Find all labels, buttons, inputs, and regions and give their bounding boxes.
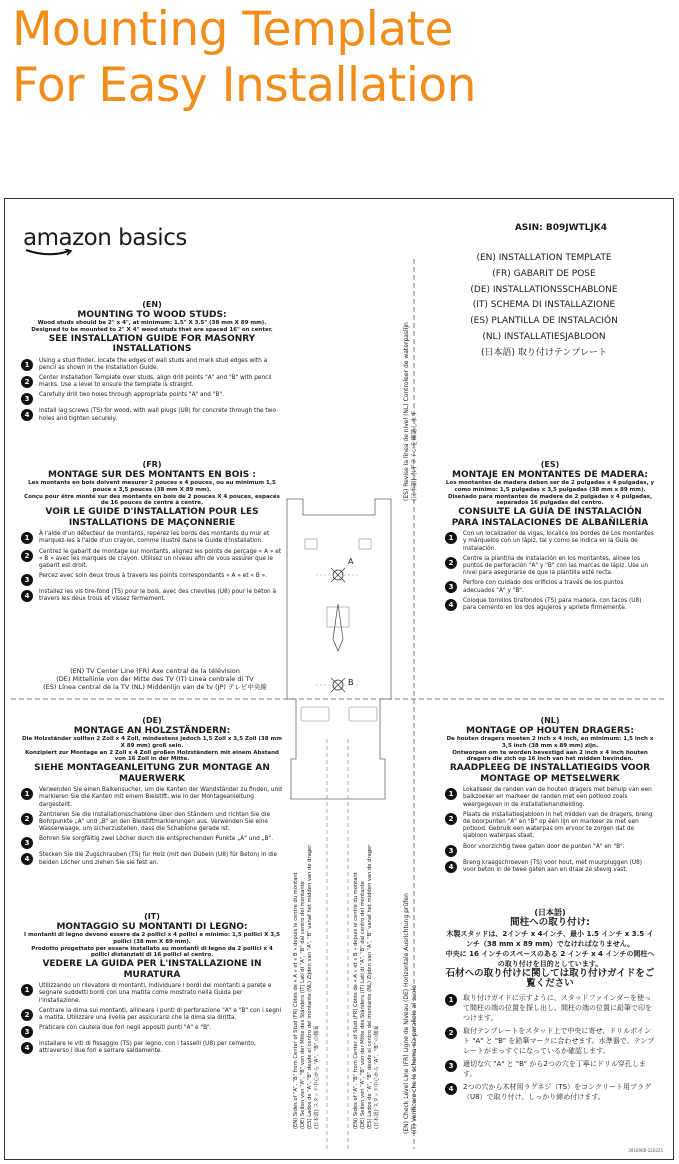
section-en-lang: (EN)	[142, 300, 162, 309]
step-number-1: 1	[21, 984, 33, 996]
section-de-heading: MONTAGE AN HOLZSTÄNDERN:	[73, 726, 231, 736]
section-it-step	[21, 1041, 283, 1055]
section-jp	[445, 907, 655, 1102]
asin-label: ASIN: B09JWTLJK4	[514, 223, 607, 233]
drill-point-b-label: B	[348, 678, 354, 687]
section-fr-step	[21, 549, 283, 571]
step-text: Breng kraagschroeven (TS) voor hout, met muurpluggen (U8) voor beton in de twee gaten aan en draai ze stevig vast.	[463, 859, 643, 873]
step-text: Installez les vis tire-fond (TS) pour le bois, avec des chevilles (U8) pour le béton à travers les deux trous et vissez fermement.	[39, 589, 277, 603]
section-nl-step	[445, 860, 655, 874]
step-number-3: 3	[445, 845, 457, 857]
section-it-step	[21, 1025, 283, 1038]
level-line-text-upper-1: (ES) Revise la línea de nivel (NL) Controleer de waterpaslijn	[403, 322, 410, 501]
section-jp-step	[445, 1026, 655, 1056]
tv-center-line-label-2: (DE) Mittellinie von der Mitte des TV (IT) Linea centrale di TV	[56, 675, 254, 683]
step-number-2: 2	[21, 550, 33, 562]
step-text: Utilizzando un rilevatore di montanti, individuare i bordi dei montanti a parete e segnare suddetti bordi con una matita come mostrato nella Guida per l'installazione.	[39, 983, 272, 1004]
level-line-text-lower	[403, 893, 418, 1134]
section-es-heading: MONTAJE EN MONTANTES DE MADERA:	[452, 470, 648, 480]
step-text: Con un localizador de vigas, localice los bordes de Los montantes y márquelos con un lápiz, tal y como se indica en la Guía de instalación.	[463, 531, 654, 552]
section-jp-p1: 木製スタッドは、2インチ x 4インチ、最小 1.5 インチ x 3.5 インチ（38 mm x 89 mm）でなければなりません。	[446, 929, 654, 948]
stud-line-text-right-2: (DE) Seiten von "A", "B" von der Mitte des Ständers (IT) Lati di "A", "B" dal centro del montante	[360, 881, 366, 1129]
section-en-guide: SEE INSTALLATION GUIDE FOR MASONRY INSTALLATIONS	[48, 333, 256, 355]
section-nl-step	[445, 787, 655, 809]
step-text: Centrare la dima sui montanti, allineare i punti di perforazione "A" e "B" con i segni a matita. Utilizzare una livella per assicurarsi che la dima sia diritta.	[39, 1007, 282, 1021]
step-number-2: 2	[21, 1009, 33, 1021]
step-text: Verwenden Sie einen Balkensucher, um die Kanten der Wandständer zu finden, und markieren Sie die Kanten mit einem Bleistift, wie in der Montageanleitung dargestellt.	[39, 787, 282, 808]
title-jp: (日本語) 取り付けテンプレート	[480, 347, 608, 358]
section-de	[21, 715, 283, 867]
section-it-lang: (IT)	[144, 912, 160, 921]
step-number-2: 2	[21, 376, 33, 388]
step-number-1: 1	[445, 788, 457, 800]
step-number-4: 4	[445, 599, 457, 611]
step-number-4: 4	[21, 409, 33, 421]
section-en	[21, 299, 283, 423]
section-es-step	[445, 580, 655, 594]
section-en-step	[21, 375, 283, 389]
title-it: (IT) SCHEMA DI INSTALLAZIONE	[472, 300, 616, 311]
section-en-step	[21, 392, 283, 405]
stud-line-text-right-1: (EN) Sides of "A", "B" from Center of Stud (FR) Côtés de « A » et « B » depuis le centre du montant	[353, 872, 359, 1129]
section-fr	[21, 459, 283, 604]
step-number-4: 4	[21, 853, 33, 865]
step-text: Using a stud finder, locate the edges of wall studs and mark stud edges with a pencil as shown in the Installation Guide.	[39, 357, 268, 371]
amazon-basics-logo	[23, 225, 187, 257]
section-it-p1: I montanti di legno devono essere da 2 pollici x 4 pollici e minimo: 1,5 pollici X 3,5 pollici (38 mm X 89 mm).	[23, 932, 281, 945]
section-jp-p2: 中央に 16 インチのスペースのある 2 インチ x 4 インチの間柱への取り付けを目的としています。	[445, 949, 655, 968]
section-de-step	[21, 852, 283, 866]
section-es-step	[445, 531, 655, 553]
section-de-step	[21, 787, 283, 809]
step-text: Zentrieren Sie die Installationsschablone über den Ständern und richten Sie die Bohrpunkte „A" und „B" an den Bleistiftmarkierungen aus. Verwenden Sie eine Wasserwaage, um sicherzustellen, dass die Schablone gerade ist.	[39, 811, 271, 833]
step-text: Lokaliseer de randen van de houten dragers met behulp van een balkzoeker en markeer de randen met een potlood zoals weergegeven in de installatiehandleiding.	[463, 787, 652, 808]
tv-center-line-labels	[35, 667, 275, 691]
step-text: Plaats de installatiesjabloon in het midden van de dragers, breng de boorpunten "A" en "B" op één lijn en markeer ze met een potlood. Gebruik een waterpas om ervoor te zorgen dat de sjabloon waterpas staat.	[463, 811, 653, 840]
step-text: 適切な穴 "A" と "B" から2つの穴を丁寧にドリル穿孔します。	[463, 1059, 646, 1078]
hero-title-line-2: For Easy Installation	[12, 58, 476, 113]
step-number-4: 4	[21, 1042, 33, 1054]
title-nl: (NL) INSTALLATIESJABLOON	[482, 331, 606, 342]
stud-line-text-left-1: (EN) Sides of "A", "B" from Center of Stud (FR) Côtés de « A » et « B » depuis le centre du montant	[293, 872, 299, 1129]
title-de: (DE) INSTALLATIONSSCHABLONE	[470, 284, 618, 295]
step-number-2: 2	[445, 557, 457, 569]
section-it-guide: VEDERE LA GUIDA PER L'INSTALLAZIONE IN MURATURA	[42, 959, 262, 980]
section-de-guide: SIEHE MONTAGEANLEITUNG ZUR MONTAGE AN MAUERWERK	[34, 763, 270, 784]
section-it-p2: Prodotto progettato per essere installato su montanti di legno da 2 pollici x 4 pollici distanziati di 16 pollici al centro.	[31, 945, 273, 959]
step-text: Installare le viti di fissaggio (TS) per legno, con i tasselli (U8) per cemento, attraverso i due fori e serrare saldamente.	[39, 1041, 256, 1055]
step-text: Perfore con cuidado dos orificios a través de los puntos adecuados "A" y "B".	[463, 580, 624, 594]
section-es-p2: Diseñado para montantes de madera de 2 pulgadas x 4 pulgadas, separados 16 pulgadas del centro.	[447, 493, 653, 507]
step-number-1: 1	[21, 532, 33, 544]
section-es	[445, 459, 655, 612]
section-es-p1: Los montantes de madera deben ser de 2 pulgadas x 4 pulgadas, y como mínimo: 1,5 pulgadas x 3,5 pulgadas (38 mm x 89 mm).	[445, 480, 655, 493]
section-jp-step	[445, 993, 655, 1023]
section-fr-p1: Les montants en bois doivent mesurer 2 pouces x 4 pouces, ou au minimum 1,5 pouce x 3,5 pouces (38 mm X 89 mm).	[28, 480, 276, 493]
section-en-step	[21, 358, 283, 372]
step-text: Centrez le gabarit de montage sur montants, alignez les points de perçage « A » et « B » avec les marques de crayon. Utilisez un niveau afin de vous assurer que le gabarit est droit.	[39, 548, 282, 569]
hero-title-line-1: Mounting Template	[12, 2, 453, 57]
step-text: Stecken Sie die Zugschrauben (TS) für Holz (mit den Dübeln (U8) für Beton) in die beiden Löcher und ziehen Sie sie fest an.	[39, 852, 278, 866]
level-line-text-upper	[403, 322, 418, 501]
section-de-p2: Konzipiert zur Montage an 2 Zoll x 4 Zoll großen Holzständern mit einem Abstand von 16 Zoll in der Mitte.	[25, 749, 279, 763]
section-jp-step	[445, 1082, 655, 1102]
section-fr-step	[21, 589, 283, 603]
section-fr-guide: VOIR LE GUIDE D'INSTALLATION POUR LES INSTALLATIONS DE MAÇONNERIE	[45, 507, 259, 528]
section-de-p1: Die Holzständer sollten 2 Zoll x 4 Zoll, mindestens jedoch 1,5 Zoll x 3,5 Zoll (38 mm X 89 mm) groß sein.	[22, 736, 282, 749]
stud-line-text-left-2: (DE) Seiten von "A", "B" von der Mitte des Ständers (IT) Lati di "A", "B" dal centro del montante	[300, 881, 306, 1129]
stud-line-text-left-3: (ES) Lados de "A", "B" desde el centro del montante (NL) Zijden van "A", "B" vanaf het midden van de drager	[307, 844, 313, 1129]
step-number-3: 3	[21, 837, 33, 849]
step-number-1: 1	[21, 359, 33, 371]
section-jp-guide: 石材への取り付けに関しては取り付けガイドをご覧ください	[445, 967, 655, 989]
section-it-step	[21, 1008, 283, 1022]
template-sheet	[4, 198, 674, 1160]
level-line-text-lower-1: (EN) Check Level Line (FR) Ligne de Niveau (DE) Horizontale Ausrichtung prüfen	[403, 893, 410, 1134]
title-es: (ES) PLANTILLA DE INSTALACIÓN	[470, 316, 618, 327]
step-number-2: 2	[21, 813, 33, 825]
section-fr-lang: (FR)	[142, 460, 162, 469]
step-number-3: 3	[21, 393, 33, 405]
drill-point-a-mark	[333, 570, 343, 580]
step-number-4: 4	[445, 861, 457, 873]
section-nl-step	[445, 812, 655, 841]
step-text: Install lag screws (TS) for wood, with wall plugs (U8) for concrete through the two holes and tighten securely.	[39, 408, 276, 422]
level-arrow-icon	[333, 604, 343, 651]
title-en: (EN) INSTALLATION TEMPLATE	[476, 253, 612, 263]
section-nl-p2: Ontworpen om te worden bevestigd aan 2 inch x 4 inch houten dragers die zich op 16 inch van het midden bevinden.	[452, 749, 648, 763]
section-en-p1: Wood studs should be 2" x 4", at minimum: 1.5" X 3.5" (38 mm X 89 mm).	[37, 320, 267, 326]
drill-point-b-mark	[333, 680, 343, 690]
step-text: À l'aide d'un détecteur de montants, repérez les bords des montants du mur et marquez-les à l'aide d'un crayon, comme illustré dans le Guide d'installation.	[39, 531, 270, 545]
step-number-3: 3	[445, 581, 457, 593]
section-en-heading: MOUNTING TO WOOD STUDS:	[77, 310, 227, 320]
tv-center-line-label-3: (ES) Línea central de la TV (NL) Middenlijn van de tv (JP) テレビ中央線	[43, 683, 267, 691]
section-de-lang: (DE)	[142, 716, 162, 725]
section-jp-lang: (日本語)	[534, 908, 566, 917]
stud-line-text-right-3: (ES) Lados de "A", "B" desde el centro del montante (NL) Zijden van "A", "B" vanaf het midden van de drager	[367, 844, 373, 1129]
section-it	[21, 911, 283, 1056]
step-text: Bohren Sie sorgfältig zwei Löcher durch die entsprechenden Punkte „A" und „B".	[39, 836, 273, 843]
step-text: Percez avec soin deux trous à travers les points correspondants « A » et « B ».	[39, 573, 268, 580]
step-number-3: 3	[21, 1026, 33, 1038]
step-text: Praticare con cautela due fori negli appositi punti "A" e "B".	[39, 1025, 212, 1032]
step-text: 2つの穴から木材用ラグネジ（TS）をコンクリート用プラグ（U8）で取り付け、しっかり締め付けます。	[463, 1082, 651, 1101]
stud-line-text-right-4: (日本語) スタッド中心から "A"、"B" の側面	[374, 1025, 380, 1129]
section-nl-heading: MONTAGE OP HOUTEN DRAGERS:	[466, 726, 634, 736]
section-fr-heading: MONTAGE SUR DES MONTANTS EN BOIS :	[47, 470, 257, 480]
section-nl	[445, 715, 655, 874]
hero-title	[12, 2, 672, 114]
level-line-text-upper-2: (日本語) 水平ラインを確認します	[410, 410, 418, 501]
section-jp-heading: 間柱への取り付け:	[510, 917, 590, 928]
step-number-4: 4	[445, 1083, 457, 1095]
section-it-heading: MONTAGGIO SU MONTANTI DI LEGNO:	[56, 922, 248, 932]
level-line-text-lower-2: (IT) Verificare che lo schema sia parallelo al suolo	[410, 985, 418, 1134]
section-es-step	[445, 556, 655, 578]
stud-line-text-left-4: (日本語) スタッド中心から "A"、"B" の側面	[314, 1025, 320, 1129]
step-text: 取り付けガイドに示すように、スタッドファインダーを使って間柱の端の位置を探し出し、間柱の端の位置に鉛筆で印をつけます。	[463, 993, 652, 1022]
step-text: Coloque tornillos tirafondos (TS) para madera, con tacos (U8) para cemento en los dos agujeros y apriete firmemente.	[463, 597, 642, 612]
title-fr: (FR) GABARIT DE POSE	[492, 268, 596, 279]
step-text: Carefully drill two holes through appropriate points "A" and "B".	[39, 392, 224, 399]
section-de-step	[21, 812, 283, 834]
section-fr-step	[21, 573, 283, 586]
section-nl-lang: (NL)	[540, 716, 560, 725]
step-number-2: 2	[445, 1027, 457, 1039]
step-text: Boor voorzichtig twee gaten door de punten "A" en "B".	[463, 843, 625, 850]
section-es-step	[445, 598, 655, 612]
stud-line-text-left	[293, 845, 321, 1129]
section-jp-step	[445, 1059, 655, 1079]
section-nl-step	[445, 844, 655, 857]
section-en-p2: Designed to be mounted to 2" X 4" wood studs that are spaced 16" on center.	[31, 326, 273, 333]
logo-text: amazon basics	[23, 225, 187, 251]
step-number-4: 4	[21, 590, 33, 602]
section-es-lang: (ES)	[540, 460, 560, 469]
step-text: Center Installation Template over studs, align drill points "A" and "B" with pencil marks. Use a level to ensure the template is straight.	[39, 375, 272, 389]
stud-line-text-right	[353, 845, 381, 1129]
section-nl-p1: De houten dragers moeten 2 inch x 4 inch, en minimum: 1,5 inch x 3,5 inch (38 mm x 89 mm) zijn.	[446, 736, 654, 749]
step-number-1: 1	[445, 994, 457, 1006]
step-number-2: 2	[445, 813, 457, 825]
section-it-step	[21, 983, 283, 1005]
step-number-3: 3	[445, 1060, 457, 1072]
section-de-step	[21, 836, 283, 849]
step-number-1: 1	[445, 532, 457, 544]
template-titles	[449, 251, 639, 362]
step-number-3: 3	[21, 574, 33, 586]
section-fr-p2: Conçu pour être monté sur des montants en bois de 2 pouces X 4 pouces, espacés de 16 pouces de centre à centre.	[24, 493, 280, 507]
section-en-step	[21, 408, 283, 422]
step-number-1: 1	[21, 788, 33, 800]
footer-code: 391090B-220225	[628, 1148, 663, 1153]
step-text: Centre la plantilla de instalación en los montantes, alinee los puntos de perforación "A" y "B" con las marcas de lápiz. Use un nivel para asegurarse de que la plantilla esté recta.	[463, 555, 649, 577]
bracket-outline	[287, 499, 391, 799]
section-nl-guide: RAADPLEEG DE INSTALLATIEGIDS VOOR MONTAGE OP METSELWERK	[449, 763, 651, 784]
step-text: 取付テンプレートをスタッド上で中央に寄せ、ドリルポイント "A" と "B" を鉛筆マークに合わせます。水準器で、テンプレートがまっすぐになっているか確認します。	[463, 1026, 655, 1055]
section-fr-step	[21, 531, 283, 545]
tv-center-line-label-1: (EN) TV Center Line (FR) Axe central de la télévision	[70, 667, 240, 675]
section-es-guide: CONSULTE LA GUÍA DE INSTALACIÓN PARA INSTALACIONES DE ALBAÑILERÍA	[451, 507, 649, 528]
drill-point-a-label: A	[348, 557, 354, 566]
